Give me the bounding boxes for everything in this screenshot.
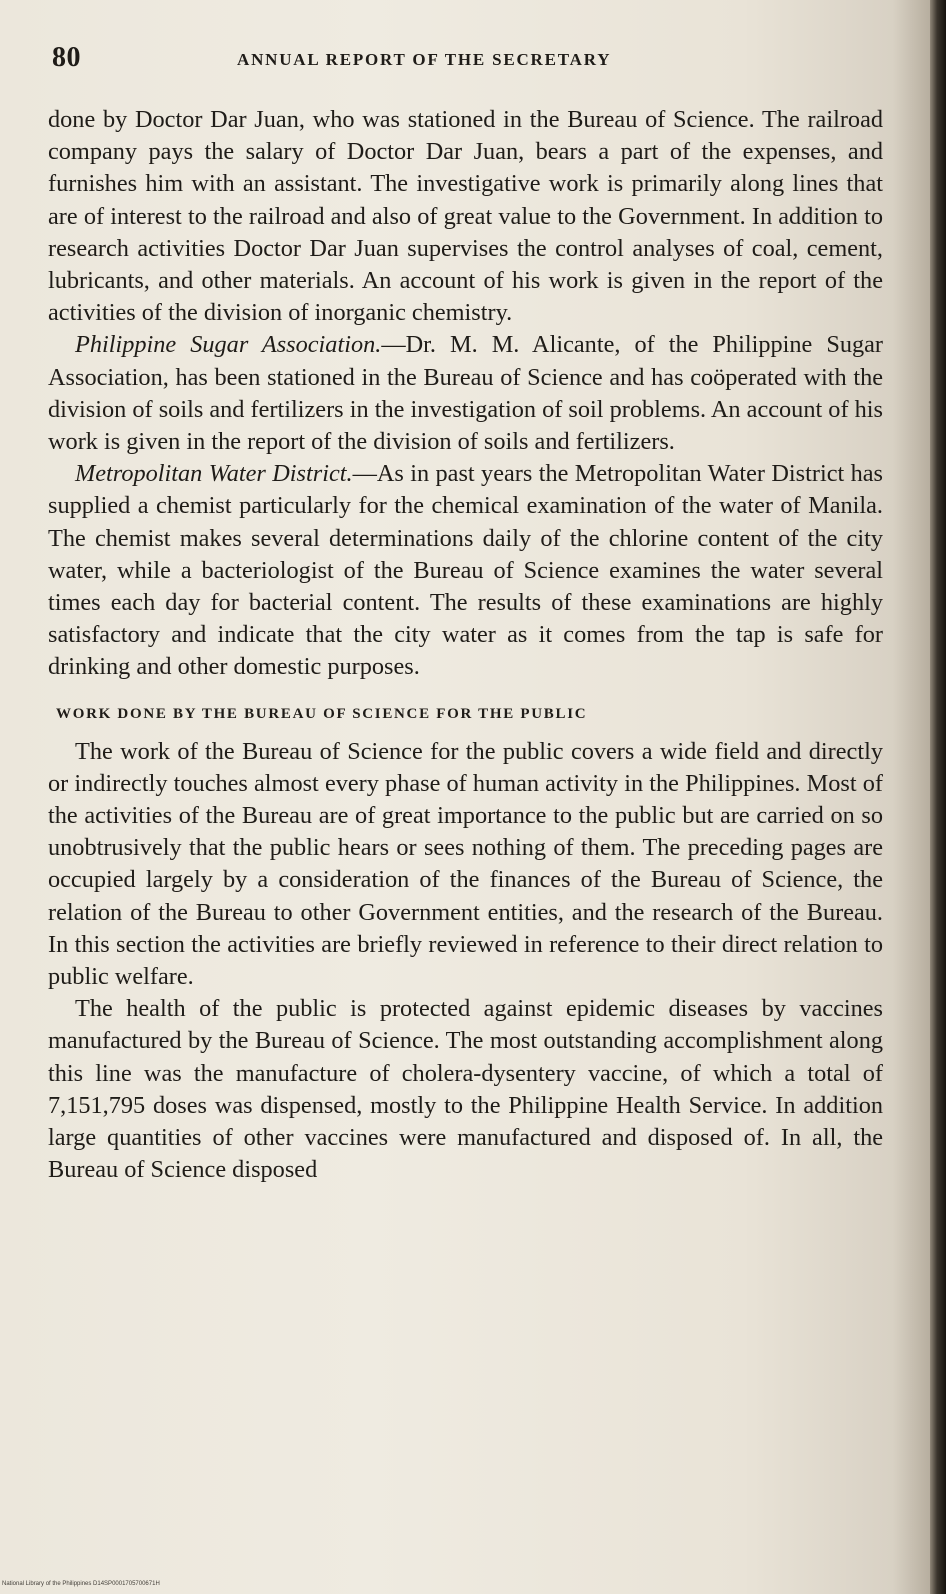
page-number: 80: [52, 42, 81, 73]
paragraph-sugar-association: [48, 329, 883, 458]
run-in-heading-sugar-association: Philippine Sugar Association.: [75, 331, 382, 359]
paragraph-vaccines: The health of the public is protected against epidemic diseases by vaccines manufactured by the Bureau of Science. The most outstanding accomplishment along this line was the manufacture of cholera-dysentery vaccine, of which a total of 7,151,795 doses was dispensed, mostly to the Philippine Health Service. In addition large quantities of other vaccines were manufactured and disposed of. In all, the Bureau of Science disposed: [48, 995, 883, 1184]
section-heading: WORK DONE BY THE BUREAU OF SCIENCE FOR THE PUBLIC: [56, 705, 588, 722]
page-body: [48, 104, 883, 1187]
running-head: ANNUAL REPORT OF THE SECRETARY: [237, 50, 612, 69]
page-header: [52, 42, 892, 82]
paragraph-sugar-association-text: —Dr. M. M. Alicante, of the Philippine Sugar Association, has been stationed in the Bureau of Science and has coöperated with the division of soils and fertilizers in the investigation of soil problems. An account of his work is given in the report of the division of soils and fertilizers.: [48, 331, 884, 456]
paragraph-work-for-public: The work of the Bureau of Science for the public covers a wide field and directly or indirectly touches almost every phase of human activity in the Philippines. Most of the activities of the Bureau are of great importance to the public but are carried on so unobtrusively that the public hears or sees nothing of them. The preceding pages are occupied largely by a consideration of the finances of the Bureau of Science, the relation of the Bureau to other Government entities, and the research of the Bureau. In this section the activities are briefly reviewed in reference to their direct relation to public welfare.: [48, 737, 883, 991]
binding-shadow: [930, 0, 946, 1594]
paragraph-water-district: [48, 458, 883, 683]
run-in-heading-water-district: Metropolitan Water District.: [75, 460, 353, 488]
paragraph-water-district-text: —As in past years the Metropolitan Water District has supplied a chemist particularly for the chemical examination of the water of Manila. The chemist makes several determinations daily of the chlorine content of the city water, while a bacteriologist of the Bureau of Science examines the water several times each day for bacterial content. The results of these examinations are highly satisfactory and indicate that the city water as it comes from the tap is safe for drinking and other domestic purposes.: [48, 460, 883, 681]
paragraph-dar-juan: done by Doctor Dar Juan, who was stationed in the Bureau of Science. The railroad company pays the salary of Doctor Dar Juan, bears a part of the expenses, and furnishes him with an assistant. The investigative work is primarily along lines that are of interest to the railroad and also of great value to the Government. In addition to research activities Doctor Dar Juan supervises the control analyses of coal, cement, lubricants, and other materials. An account of his work is given in the report of the activities of the division of inorganic chemistry.: [48, 106, 883, 327]
scan-footer: National Library of the Philippines D14SP0001705700671H: [2, 1581, 160, 1587]
